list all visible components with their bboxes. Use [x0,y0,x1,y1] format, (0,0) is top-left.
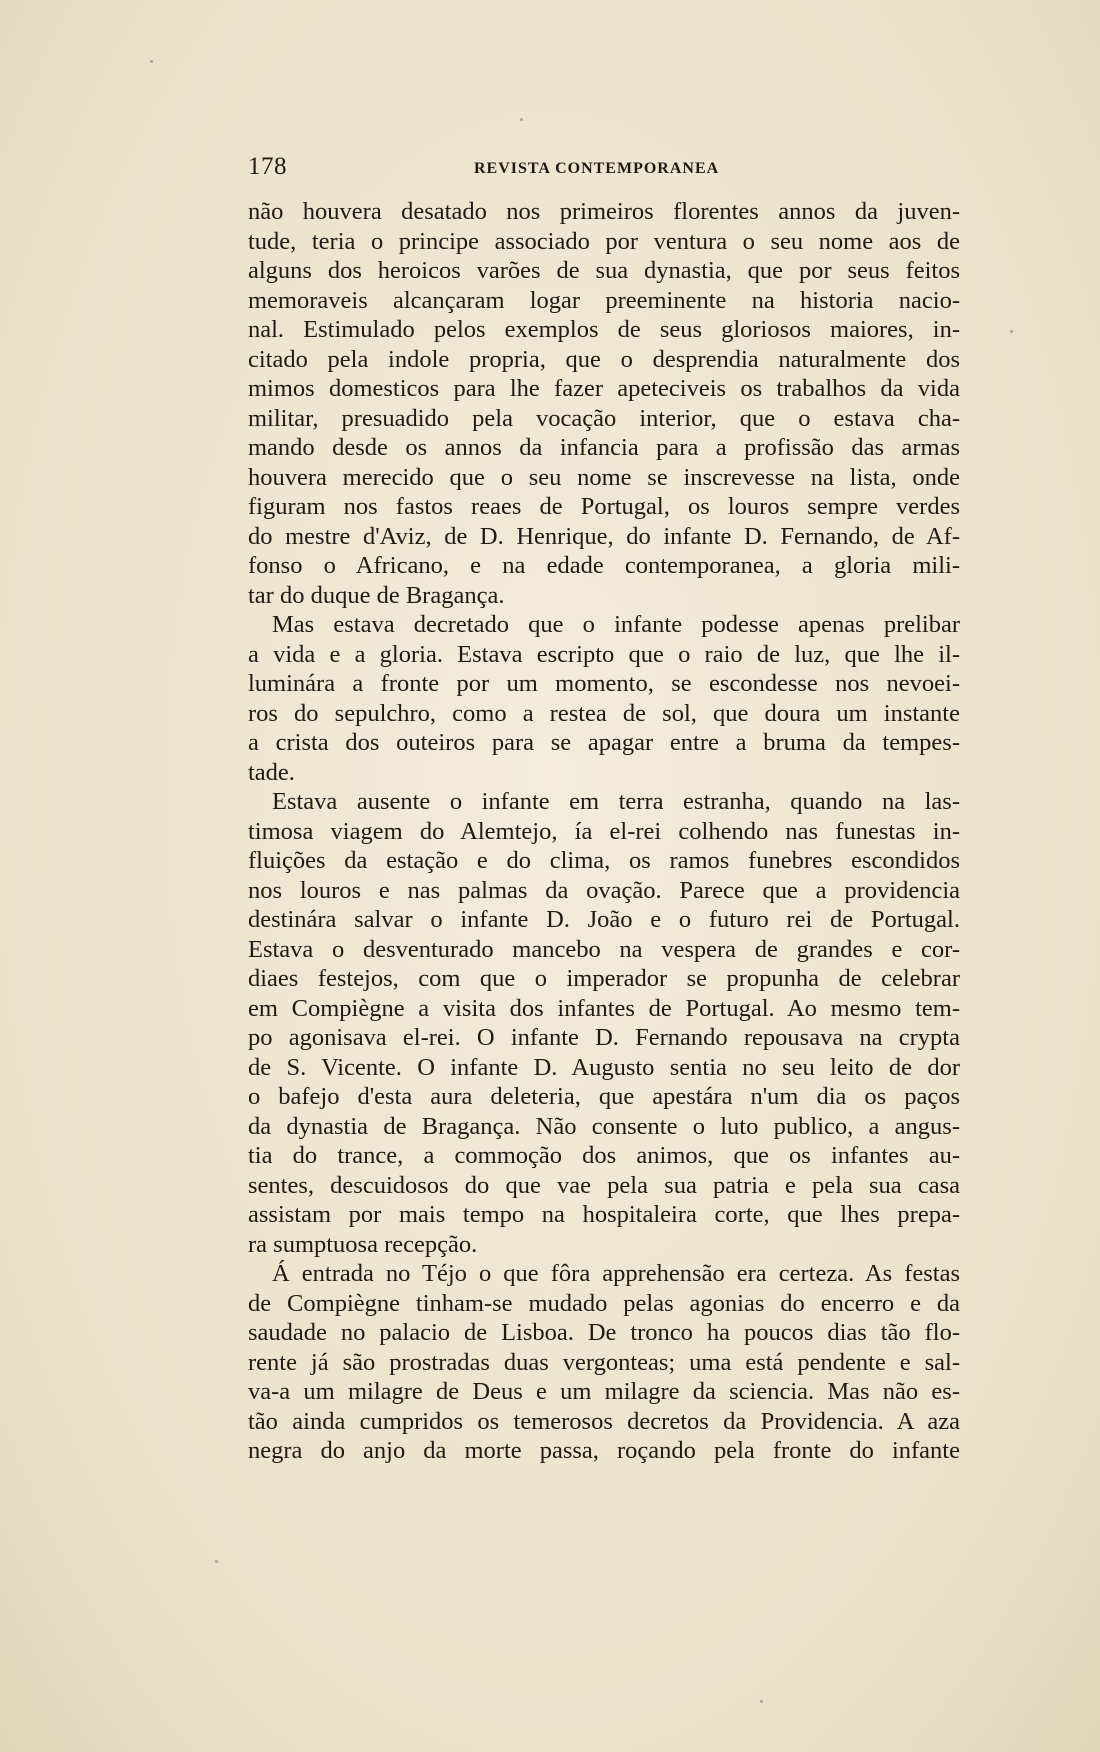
running-title: REVISTA CONTEMPORANEA [474,160,720,177]
text-line: assistam por mais tempo na hospitaleira corte, que lhes prepa- [248,1201,960,1228]
paper-speck [520,118,523,121]
body-text [248,197,960,1466]
text-line: mando desde os annos da infancia para a profissão das armas [248,434,960,461]
paper-speck [1010,330,1013,333]
text-line: tia do trance, a commoção dos animos, que os infantes au- [248,1142,960,1169]
page-header [248,152,734,182]
paragraph-4 [248,1259,960,1466]
text-line: Mas estava decretado que o infante podesse apenas prelibar [272,611,960,638]
text-line: citado pela indole propria, que o desprendia naturalmente dos [248,345,960,373]
text-line: fonso o Africano, e na edade contemporanea, a gloria mili- [248,552,960,579]
text-line: não houvera desatado nos primeiros florentes annos da juven- [248,198,960,225]
paragraph-1 [248,197,960,610]
text-line: nal. Estimulado pelos exemplos de seus gloriosos maiores, in- [248,316,960,343]
text-line: sentes, descuidosos do que vae pela sua patria e pela sua casa [248,1171,960,1199]
text-line: figuram nos fastos reaes de Portugal, os louros sempre verdes [248,493,960,520]
text-line: fluições da estação e do clima, os ramos funebres escondidos [248,847,960,874]
text-line: diaes festejos, com que o imperador se propunha de celebrar [248,965,960,992]
text-line: va-a um milagre de Deus e um milagre da sciencia. Mas não es- [248,1378,960,1405]
page-number: 178 [248,153,287,180]
paper-speck [760,1700,763,1703]
paper-speck [215,1560,218,1563]
text-line: do mestre d'Aviz, de D. Henrique, do infante D. Fernando, de Af- [248,522,960,550]
paper-speck [150,60,153,63]
text-line: ra sumptuosa recepção. [248,1230,478,1258]
text-line: tão ainda cumpridos os temerosos decretos da Providencia. A aza [248,1407,960,1435]
text-line: Estava ausente o infante em terra estranha, quando na las- [272,788,960,815]
paragraph-2 [248,610,960,787]
text-line: Estava o desventurado mancebo na vespera de grandes e cor- [248,935,960,963]
text-line: negra do anjo da morte passa, roçando pela fronte do infante [248,1437,960,1464]
text-line: a crista dos outeiros para se apagar entre a bruma da tempes- [248,729,960,756]
text-line: mimos domesticos para lhe fazer apeteciveis os trabalhos da vida [248,375,960,402]
paragraph-3 [248,787,960,1259]
text-line: nos louros e nas palmas da ovação. Parece que a providencia [248,876,960,904]
text-line: houvera merecido que o seu nome se inscrevesse na lista, onde [248,463,960,491]
text-line: da dynastia de Bragança. Não consente o luto publico, a angus- [248,1112,960,1140]
text-line: em Compiègne a visita dos infantes de Portugal. Ao mesmo tem- [248,994,960,1022]
text-line: o bafejo d'esta aura deleteria, que apestára n'um dia os paços [248,1083,960,1110]
text-line: po agonisava el-rei. O infante D. Fernando repousava na crypta [248,1024,960,1051]
text-line: tade. [248,758,295,786]
text-line: timosa viagem do Alemtejo, ía el-rei colhendo nas funestas in- [248,817,960,845]
text-line: luminára a fronte por um momento, se escondesse nos nevoei- [248,670,960,697]
text-line: memoraveis alcançaram logar preeminente na historia nacio- [248,286,960,314]
text-line: tude, teria o principe associado por ventura o seu nome aos de [248,227,960,255]
text-line: a vida e a gloria. Estava escripto que o raio de luz, que lhe il- [248,640,960,668]
text-line: de Compiègne tinham-se mudado pelas agonias do encerro e da [248,1289,960,1317]
text-line: alguns dos heroicos varões de sua dynastia, que por seus feitos [248,257,960,284]
text-line: Á entrada no Téjo o que fôra apprehensão era certeza. As festas [272,1260,960,1287]
text-line: destinára salvar o infante D. João e o futuro rei de Portugal. [248,906,960,933]
text-line: tar do duque de Bragança. [248,581,505,609]
text-line: saudade no palacio de Lisboa. De tronco ha poucos dias tão flo- [248,1319,960,1346]
text-line: de S. Vicente. O infante D. Augusto sentia no seu leito de dor [248,1053,960,1081]
text-line: ros do sepulchro, como a restea de sol, que doura um instante [248,699,960,727]
text-line: rente já são prostradas duas vergonteas; uma está pendente e sal- [248,1348,960,1376]
text-line: militar, presuadido pela vocação interior, que o estava cha- [248,404,960,432]
